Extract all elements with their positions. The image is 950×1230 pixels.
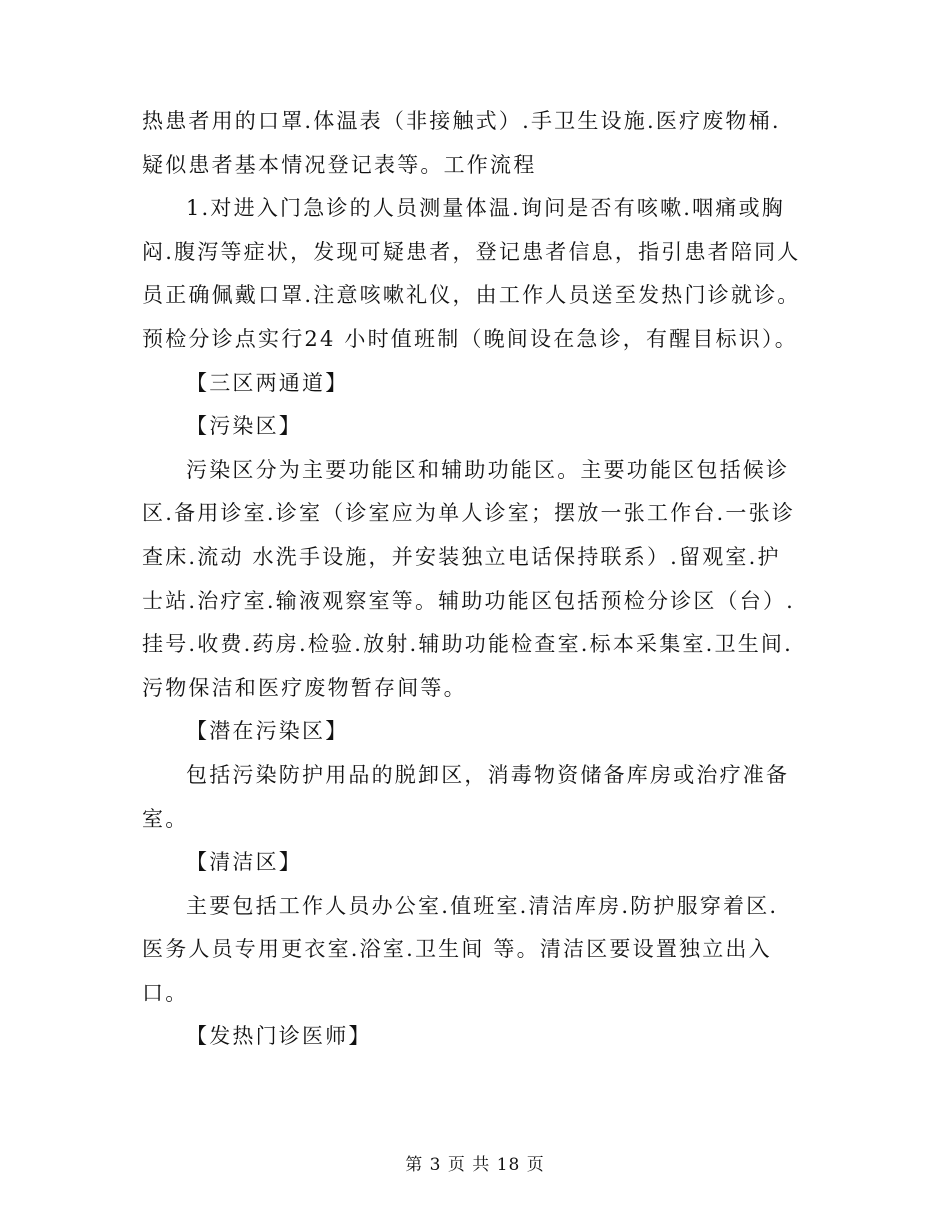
text-line: 闷.腹泻等症状，发现可疑患者，登记患者信息，指引患者陪同人 — [142, 239, 801, 264]
text-line: 挂号.收费.药房.检验.放射.辅助功能检查室.标本采集室.卫生间. — [142, 632, 793, 657]
text-line: 员正确佩戴口罩.注意咳嗽礼仪，由工作人员送至发热门诊就诊。 — [142, 283, 801, 308]
text-line: 包括污染防护用品的脱卸区，消毒物资储备库房或治疗准备 — [186, 762, 790, 787]
text-line: 【清洁区】 — [186, 850, 302, 875]
text-line: 热患者用的口罩.体温表（非接触式）.手卫生设施.医疗废物桶. — [142, 109, 781, 133]
text-line: 【三区两通道】 — [186, 370, 349, 395]
text-line: 污染区分为主要功能区和辅助功能区。主要功能区包括候诊 — [186, 457, 790, 482]
text-line: 室。 — [142, 806, 189, 831]
text-line: 【污染区】 — [186, 414, 302, 439]
text-line: 主要包括工作人员办公室.值班室.清洁库房.防护服穿着区. — [186, 893, 779, 918]
page-footer: 第 3 页 共 18 页 — [405, 1155, 545, 1175]
text-line: 污物保洁和医疗废物暂存间等。 — [142, 675, 467, 700]
text-line: 士站.治疗室.输液观察室等。辅助功能区包括预检分诊区（台）. — [142, 588, 796, 613]
text-line: 查床.流动 水洗手设施，并安装独立电话保持联系）.留观室.护 — [142, 544, 781, 569]
text-line: 【发热门诊医师】 — [186, 1024, 372, 1049]
text-line: 【潜在污染区】 — [186, 719, 349, 744]
text-line: 区.备用诊室.诊室（诊室应为单人诊室；摆放一张工作台.一张诊 — [142, 501, 796, 526]
text-line: 口。 — [142, 980, 189, 1005]
text-line: 医务人员专用更衣室.浴室.卫生间 等。清洁区要设置独立出入 — [142, 937, 772, 962]
text-line: 疑似患者基本情况登记表等。工作流程 — [142, 152, 537, 177]
document-body — [142, 100, 822, 1059]
text-line: 预检分诊点实行24 小时值班制（晚间设在急诊，有醒目标识）。 — [142, 326, 798, 351]
text-line: 1.对进入门急诊的人员测量体温.询问是否有咳嗽.咽痛或胸 — [186, 196, 785, 221]
